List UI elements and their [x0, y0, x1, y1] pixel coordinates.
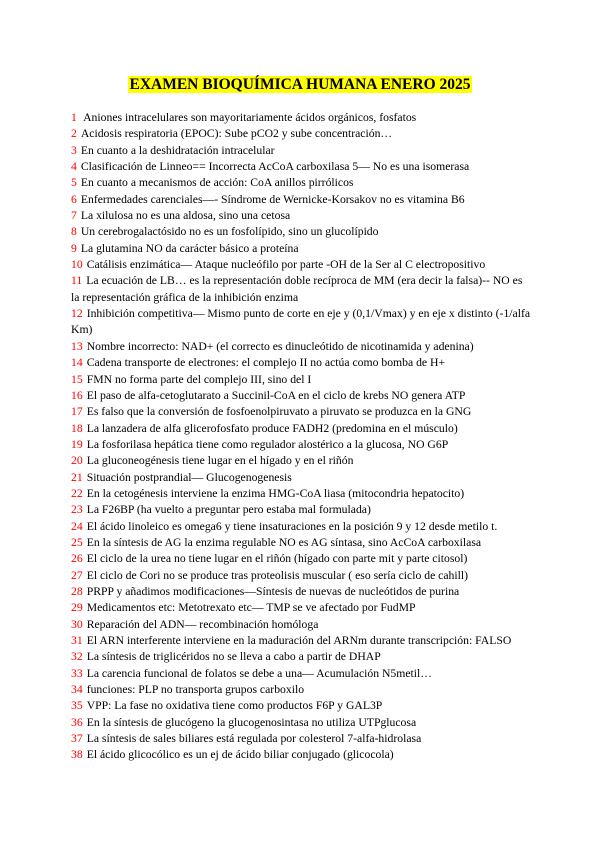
item-text: La fosforilasa hepática tiene como regulador alostérico a la glucosa, NO G6P — [86, 437, 449, 451]
list-item — [71, 617, 531, 633]
item-number: 23 — [71, 503, 83, 517]
item-text: Un cerebrogalactósido no es un fosfolípido, sino un glucolípido — [80, 225, 379, 239]
item-number: 15 — [71, 372, 83, 386]
item-text: Reparación del ADN— recombinación homóloga — [86, 617, 319, 631]
list-item — [71, 421, 531, 437]
item-number: 37 — [71, 732, 83, 746]
list-item — [71, 355, 531, 371]
list-item — [71, 208, 531, 224]
item-number: 20 — [71, 454, 83, 468]
list-item — [71, 535, 531, 551]
list-item — [71, 159, 531, 175]
list-item — [71, 633, 531, 649]
item-number: 27 — [71, 568, 83, 582]
list-item — [71, 568, 531, 584]
list-item — [71, 715, 531, 731]
item-text: En cuanto a la deshidratación intracelular — [80, 143, 275, 157]
list-item — [71, 519, 531, 535]
item-text: Situación postprandial— Glucogenogenesis — [86, 470, 292, 484]
item-text: Inhibición competitiva— Mismo punto de corte en eje y (0,1/Vmax) y en eje x distinto (-1/alfa Km) — [71, 307, 531, 337]
list-item — [71, 372, 531, 388]
item-text: La xilulosa no es una aldosa, sino una cetosa — [80, 209, 291, 223]
item-text: La lanzadera de alfa glicerofosfato produce FADH2 (predomina en el músculo) — [86, 421, 458, 435]
list-item — [71, 600, 531, 616]
list-item — [71, 192, 531, 208]
list-item — [71, 110, 531, 126]
item-text: funciones: PLP no transporta grupos carboxilo — [86, 683, 305, 697]
title-text: EXAMEN BIOQUÍMICA HUMANA ENERO 2025 — [129, 76, 471, 93]
item-text: El ácido glicocólico es un ej de ácido biliar conjugado (glicocola) — [86, 748, 394, 762]
list-item — [71, 306, 531, 339]
item-text: La síntesis de sales biliares está regulada por colesterol 7-alfa-hidrolasa — [86, 732, 422, 746]
item-text: En la cetogénesis interviene la enzima HMG-CoA liasa (mitocondria hepatocito) — [86, 486, 465, 500]
item-text: La ecuación de LB… es la representación doble recíproca de MM (era decir la falsa)-- NO es la representación gráfica de la inhibición enzima — [71, 274, 523, 304]
item-text: Catálisis enzimática— Ataque nucleófilo por parte -OH de la Ser al C electropositivo — [86, 258, 486, 272]
item-number: 3 — [71, 143, 77, 157]
item-number: 29 — [71, 601, 83, 615]
item-text: El ciclo de Cori no se produce tras proteolisis muscular ( eso sería ciclo de cahill) — [86, 568, 469, 582]
item-text: El paso de alfa-cetoglutarato a Succinil-CoA en el ciclo de krebs NO genera ATP — [86, 388, 466, 402]
list-item — [71, 649, 531, 665]
item-number: 10 — [71, 258, 83, 272]
item-number: 30 — [71, 617, 83, 631]
item-text: En cuanto a mecanismos de acción: CoA anillos pirrólicos — [80, 176, 354, 190]
item-number: 14 — [71, 356, 83, 370]
list-item — [71, 257, 531, 273]
item-text: En la síntesis de AG la enzima regulable NO es AG síntasa, sino AcCoA carboxilasa — [86, 535, 482, 549]
list-item — [71, 126, 531, 142]
item-number: 6 — [71, 192, 77, 206]
list-item — [71, 682, 531, 698]
item-number: 33 — [71, 666, 83, 680]
list-item — [71, 224, 531, 240]
item-number: 17 — [71, 405, 83, 419]
item-number: 38 — [71, 748, 83, 762]
item-number: 13 — [71, 339, 83, 353]
item-number: 16 — [71, 388, 83, 402]
item-text: En la síntesis de glucógeno la glucogenosintasa no utiliza UTPglucosa — [86, 715, 417, 729]
list-item — [71, 731, 531, 747]
item-number: 32 — [71, 650, 83, 664]
document-title — [0, 76, 600, 94]
item-text: El ciclo de la urea no tiene lugar en el riñón (hígado con parte mit y parte citosol) — [86, 552, 468, 566]
item-text: Aniones intracelulares son mayoritariamente ácidos orgánicos, fosfatos — [80, 111, 417, 124]
item-number: 21 — [71, 470, 83, 484]
item-text: La síntesis de triglicéridos no se lleva a cabo a partir de DHAP — [86, 650, 381, 664]
item-number: 18 — [71, 421, 83, 435]
list-item — [71, 584, 531, 600]
list-item — [71, 470, 531, 486]
item-number: 11 — [71, 274, 83, 288]
item-number: 28 — [71, 584, 83, 598]
item-text: Clasificación de Linneo== Incorrecta AcCoA carboxilasa 5— No es una isomerasa — [80, 160, 470, 174]
item-number: 5 — [71, 176, 77, 190]
list-item — [71, 698, 531, 714]
item-number: 35 — [71, 699, 83, 713]
item-number: 22 — [71, 486, 83, 500]
item-number: 4 — [71, 160, 77, 174]
item-text: VPP: La fase no oxidativa tiene como productos F6P y GAL3P — [86, 699, 383, 713]
item-number: 8 — [71, 225, 77, 239]
list-item — [71, 747, 531, 763]
list-item — [71, 551, 531, 567]
item-text: PRPP y añadimos modificaciones—Síntesis de nuevas de nucleótidos de purina — [86, 584, 460, 598]
item-number: 9 — [71, 241, 77, 255]
item-number: 2 — [71, 127, 77, 141]
list-item — [71, 666, 531, 682]
item-number: 7 — [71, 209, 77, 223]
item-number: 19 — [71, 437, 83, 451]
item-number: 26 — [71, 552, 83, 566]
list-item — [71, 502, 531, 518]
item-number: 25 — [71, 535, 83, 549]
list-item — [71, 241, 531, 257]
item-text: La carencia funcional de folatos se debe a una— Acumulación N5metil… — [86, 666, 432, 680]
item-text: La F26BP (ha vuelto a preguntar pero estaba mal formulada) — [86, 503, 371, 517]
list-item — [71, 339, 531, 355]
item-text: FMN no forma parte del complejo III, sino del I — [86, 372, 312, 386]
item-number: 1 — [71, 111, 77, 124]
list-item — [71, 404, 531, 420]
item-number: 12 — [71, 307, 83, 321]
list-item — [71, 273, 531, 306]
list-item — [71, 486, 531, 502]
item-text: La glutamina NO da carácter básico a proteína — [80, 241, 299, 255]
item-text: Acidosis respiratoria (EPOC): Sube pCO2 y sube concentración… — [80, 127, 393, 141]
item-text: El ARN interferente interviene en la maduración del ARNm durante transcripción: FALSO — [86, 634, 512, 647]
list-item — [71, 143, 531, 159]
item-text: Medicamentos etc: Metotrexato etc— TMP se ve afectado por FudMP — [86, 601, 416, 615]
item-text: Nombre incorrecto: NAD+ (el correcto es dinucleótido de nicotinamida y adenina) — [86, 339, 474, 353]
list-item — [71, 175, 531, 191]
item-text: El ácido linoleico es omega6 y tiene insaturaciones en la posición 9 y 12 desde metilo t. — [86, 519, 498, 533]
item-number: 36 — [71, 715, 83, 729]
list-item — [71, 388, 531, 404]
list-item — [71, 437, 531, 453]
item-number: 24 — [71, 519, 83, 533]
item-text: La gluconeogénesis tiene lugar en el hígado y en el riñón — [86, 454, 354, 468]
item-text: Es falso que la conversión de fosfoenolpiruvato a piruvato se produzca en la GNG — [86, 405, 472, 419]
question-list — [71, 110, 531, 764]
item-text: Cadena transporte de electrones: el complejo II no actúa como bomba de H+ — [86, 356, 446, 370]
item-number: 34 — [71, 683, 83, 697]
item-number: 31 — [71, 634, 83, 647]
list-item — [71, 453, 531, 469]
item-text: Enfermedades carenciales—- Síndrome de Wernicke-Korsakov no es vitamina B6 — [80, 192, 465, 206]
